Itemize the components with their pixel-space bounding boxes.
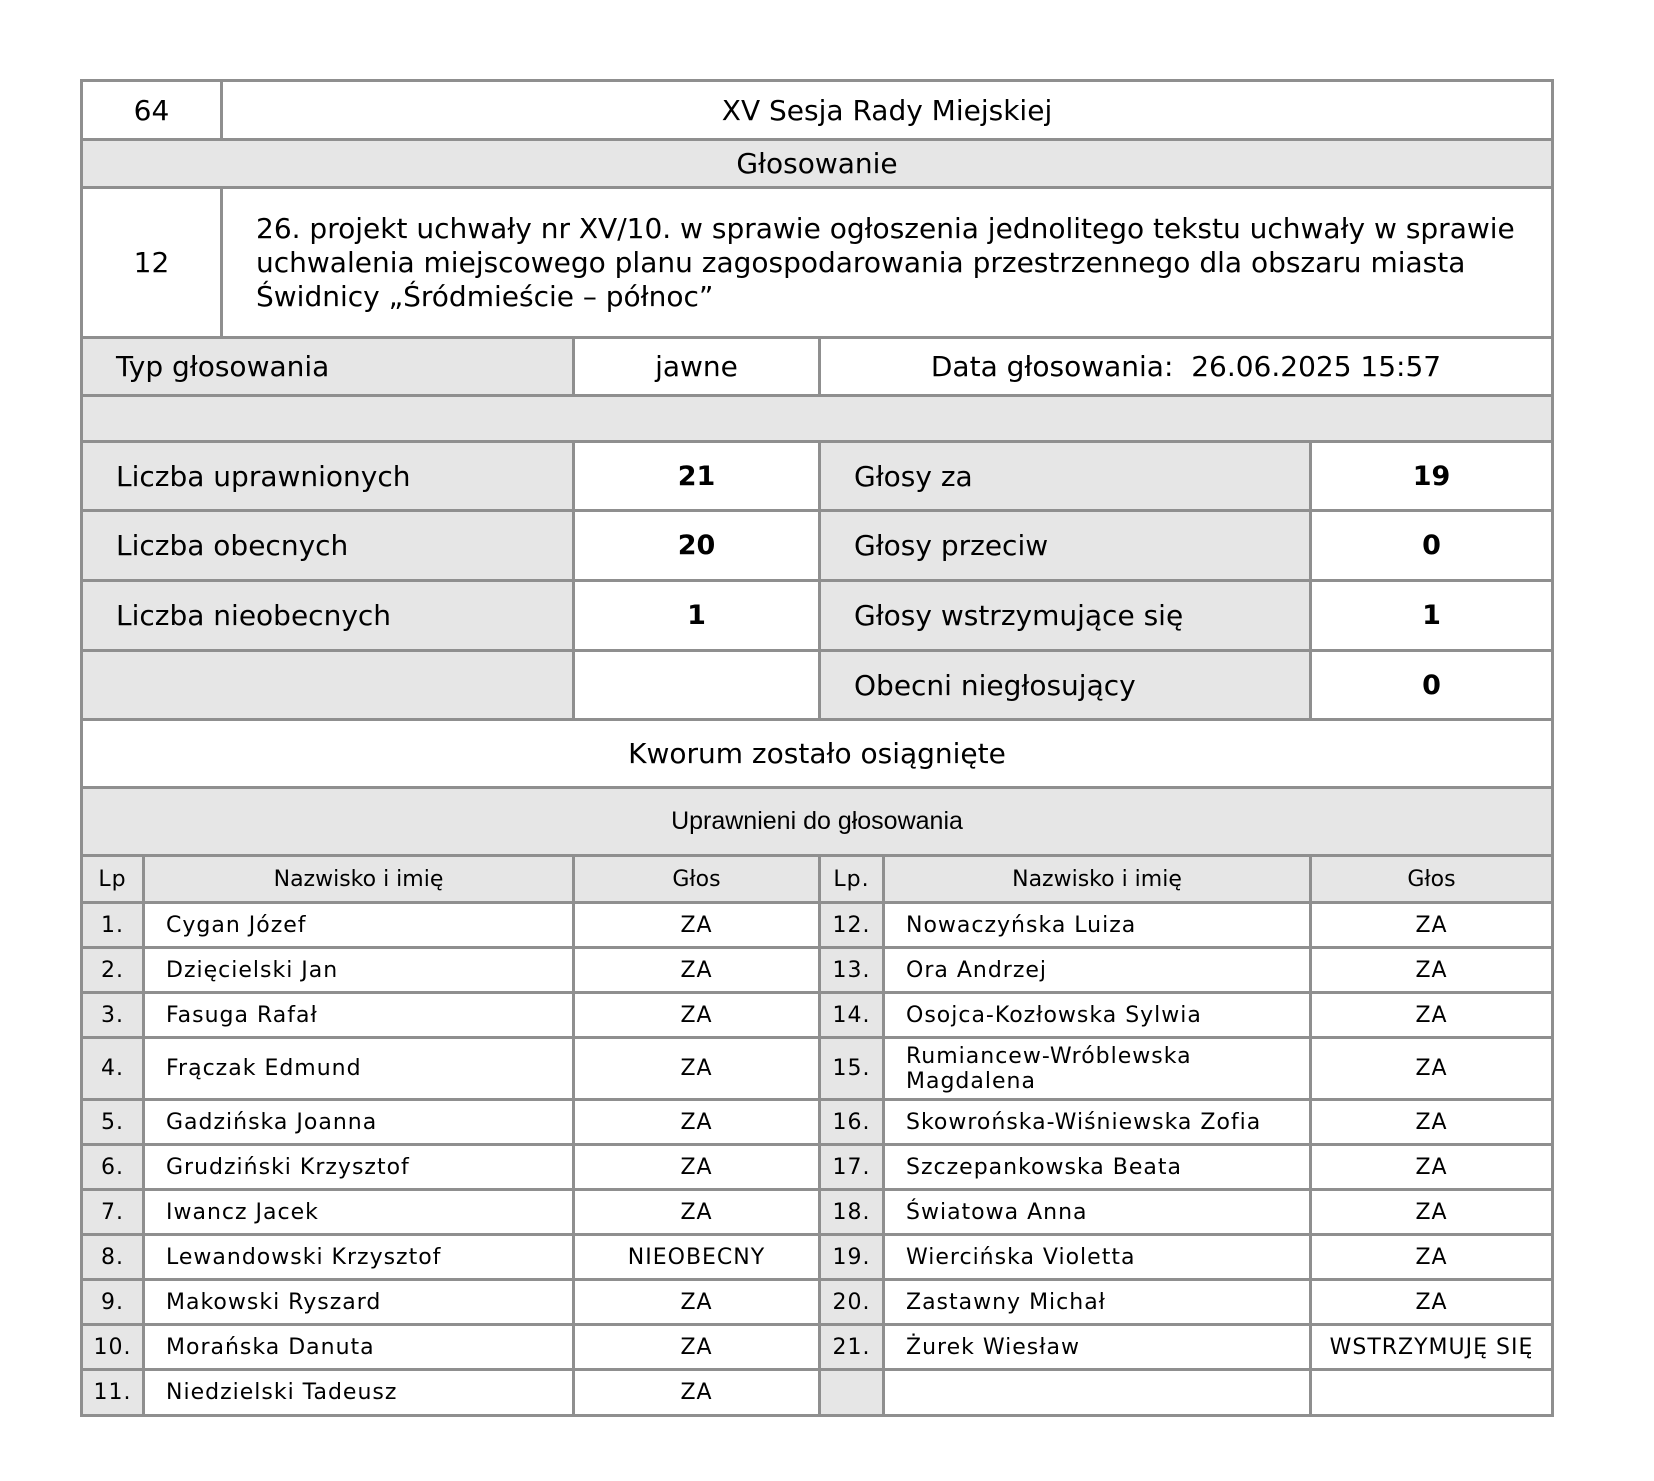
eligible-value: 21 <box>574 442 820 511</box>
vote-type-value: jawne <box>574 338 820 396</box>
voter-name: Iwancz Jacek <box>144 1190 574 1235</box>
voter-lp: 11. <box>82 1370 144 1416</box>
voter-lp: 17. <box>820 1145 884 1190</box>
voter-vote: ZA <box>1311 1235 1553 1280</box>
voter-lp: 10. <box>82 1325 144 1370</box>
voter-lp: 12. <box>820 903 884 948</box>
votes-for-label: Głosy za <box>820 442 1311 511</box>
votes-against-label: Głosy przeciw <box>820 511 1311 581</box>
voter-vote: ZA <box>1311 1280 1553 1325</box>
voter-name: Nowaczyńska Luiza <box>884 903 1311 948</box>
voter-lp: 21. <box>820 1325 884 1370</box>
voter-lp <box>820 1370 884 1416</box>
quorum-status: Kworum zostało osiągnięte <box>82 720 1553 788</box>
voter-vote: ZA <box>1311 1038 1553 1100</box>
voter-lp: 14. <box>820 993 884 1038</box>
page-number: 64 <box>82 81 222 140</box>
eligible-label: Liczba uprawnionych <box>82 442 574 511</box>
voter-lp: 15. <box>820 1038 884 1100</box>
voter-lp: 18. <box>820 1190 884 1235</box>
col-name-left: Nazwisko i imię <box>144 856 574 903</box>
voter-lp: 5. <box>82 1100 144 1145</box>
voter-vote: ZA <box>1311 1190 1553 1235</box>
table-row <box>82 948 1553 993</box>
voter-vote: ZA <box>574 1370 820 1416</box>
table-row <box>82 1280 1553 1325</box>
voter-name: Grudziński Krzysztof <box>144 1145 574 1190</box>
spacer-row <box>82 396 1553 442</box>
col-lp-left: Lp <box>82 856 144 903</box>
table-row <box>82 1145 1553 1190</box>
voter-vote: ZA <box>574 1100 820 1145</box>
voter-lp: 13. <box>820 948 884 993</box>
voter-name: Zastawny Michał <box>884 1280 1311 1325</box>
table-row <box>82 993 1553 1038</box>
item-number: 12 <box>82 188 222 338</box>
voter-lp: 3. <box>82 993 144 1038</box>
vote-type-label: Typ głosowania <box>82 338 574 396</box>
session-header-table <box>80 79 1554 339</box>
voter-lp: 7. <box>82 1190 144 1235</box>
voters-table <box>80 854 1554 1417</box>
voter-vote: ZA <box>1311 1100 1553 1145</box>
voter-name: Ora Andrzej <box>884 948 1311 993</box>
voter-name: Niedzielski Tadeusz <box>144 1370 574 1416</box>
voter-name: Dzięcielski Jan <box>144 948 574 993</box>
voter-lp: 4. <box>82 1038 144 1100</box>
voter-vote: ZA <box>574 1145 820 1190</box>
voter-name: Cygan Józef <box>144 903 574 948</box>
vote-date-value: 26.06.2025 15:57 <box>1191 350 1442 383</box>
voters-body <box>82 903 1553 1416</box>
voter-lp: 19. <box>820 1235 884 1280</box>
voter-name: Morańska Danuta <box>144 1325 574 1370</box>
voter-name: Lewandowski Krzysztof <box>144 1235 574 1280</box>
vote-stats-table <box>80 336 1554 857</box>
voter-lp: 16. <box>820 1100 884 1145</box>
voter-name: Rumiancew-Wróblewska Magdalena <box>884 1038 1311 1100</box>
table-row <box>82 1038 1553 1100</box>
voter-vote: ZA <box>574 1038 820 1100</box>
voter-lp: 1. <box>82 903 144 948</box>
voter-lp: 6. <box>82 1145 144 1190</box>
not-voting-label: Obecni niegłosujący <box>820 651 1311 720</box>
table-row <box>82 1325 1553 1370</box>
voter-vote: ZA <box>1311 993 1553 1038</box>
table-row <box>82 1100 1553 1145</box>
voter-vote <box>1311 1370 1553 1416</box>
voter-vote: ZA <box>1311 903 1553 948</box>
vote-date-label: Data głosowania: <box>930 350 1174 383</box>
table-row <box>82 1190 1553 1235</box>
voter-name: Światowa Anna <box>884 1190 1311 1235</box>
voter-vote: ZA <box>574 948 820 993</box>
absent-label: Liczba nieobecnych <box>82 581 574 651</box>
voter-vote: ZA <box>1311 1145 1553 1190</box>
present-value: 20 <box>574 511 820 581</box>
not-voting-value: 0 <box>1311 651 1553 720</box>
voters-header: Uprawnieni do głosowania <box>82 788 1553 856</box>
voter-vote: ZA <box>574 903 820 948</box>
voter-lp: 20. <box>820 1280 884 1325</box>
votes-against-value: 0 <box>1311 511 1553 581</box>
voter-name: Skowrońska-Wiśniewska Zofia <box>884 1100 1311 1145</box>
voter-vote: NIEOBECNY <box>574 1235 820 1280</box>
voter-name: Frączak Edmund <box>144 1038 574 1100</box>
voter-name: Wiercińska Violetta <box>884 1235 1311 1280</box>
voter-name: Szczepankowska Beata <box>884 1145 1311 1190</box>
voter-vote: ZA <box>574 1280 820 1325</box>
item-title: 26. projekt uchwały nr XV/10. w sprawie ogłoszenia jednolitego tekstu uchwały w sprawie uchwalenia miejscowego planu zagospodarowania przestrzennego dla obszaru miasta Świdnicy „Śródmieście – północ” <box>222 188 1553 338</box>
voter-name: Gadzińska Joanna <box>144 1100 574 1145</box>
votes-for-value: 19 <box>1311 442 1553 511</box>
voter-lp: 2. <box>82 948 144 993</box>
voting-report <box>80 79 1554 1417</box>
voter-name: Fasuga Rafał <box>144 993 574 1038</box>
voter-name: Makowski Ryszard <box>144 1280 574 1325</box>
voter-vote: ZA <box>574 1325 820 1370</box>
present-label: Liczba obecnych <box>82 511 574 581</box>
table-row <box>82 903 1553 948</box>
voter-name: Osojca-Kozłowska Sylwia <box>884 993 1311 1038</box>
voter-name <box>884 1370 1311 1416</box>
votes-abstain-value: 1 <box>1311 581 1553 651</box>
col-name-right: Nazwisko i imię <box>884 856 1311 903</box>
votes-abstain-label: Głosy wstrzymujące się <box>820 581 1311 651</box>
voter-vote: ZA <box>574 1190 820 1235</box>
absent-value: 1 <box>574 581 820 651</box>
voter-vote: WSTRZYMUJĘ SIĘ <box>1311 1325 1553 1370</box>
col-lp-right: Lp. <box>820 856 884 903</box>
section-label: Głosowanie <box>82 140 1553 188</box>
table-row <box>82 1235 1553 1280</box>
table-row <box>82 1370 1553 1416</box>
voter-lp: 9. <box>82 1280 144 1325</box>
voter-vote: ZA <box>1311 948 1553 993</box>
empty-value-cell <box>574 651 820 720</box>
voter-vote: ZA <box>574 993 820 1038</box>
session-title: XV Sesja Rady Miejskiej <box>222 81 1553 140</box>
voter-lp: 8. <box>82 1235 144 1280</box>
empty-label-cell <box>82 651 574 720</box>
vote-date <box>820 338 1553 396</box>
col-vote-right: Głos <box>1311 856 1553 903</box>
voter-name: Żurek Wiesław <box>884 1325 1311 1370</box>
col-vote-left: Głos <box>574 856 820 903</box>
voters-table-header <box>82 856 1553 903</box>
